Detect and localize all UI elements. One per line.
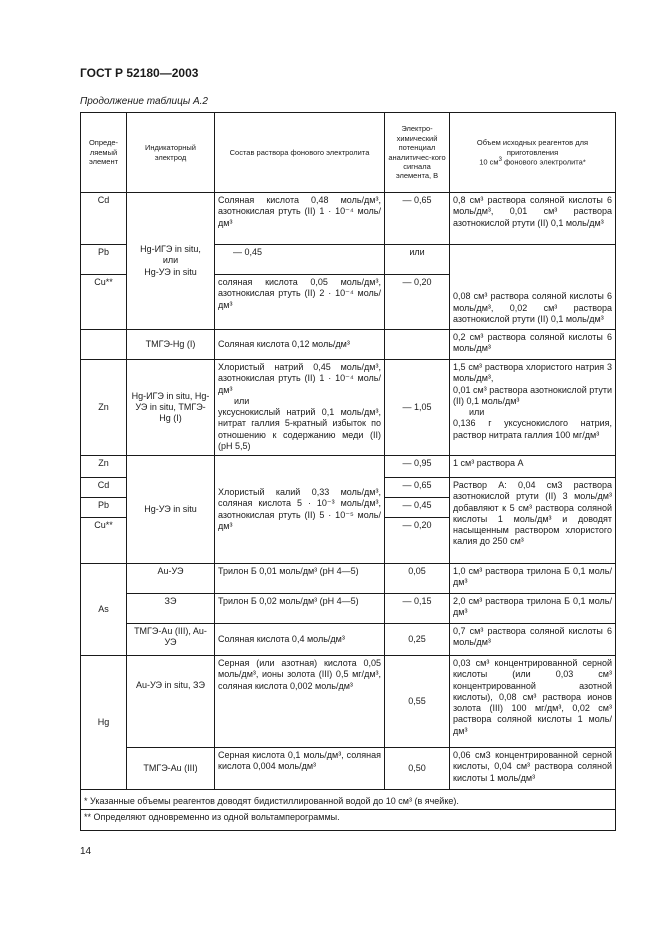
potential-cd: — 0,65	[385, 193, 450, 245]
electrode-line: Hg-УЭ in situ	[144, 266, 197, 277]
element-cd: Cd	[81, 193, 127, 245]
col-element-header: Опреде-ляемый элемент	[81, 113, 127, 193]
volume-as-1: 1,0 см³ раствора трилона Б 0,1 моль/дм³	[450, 564, 616, 594]
volume-solution-a: Раствор А: 0,04 см3 раствора азотнокислой ртути (II) 3 моль/дм³ добавляют к 5 см³ раствора соляной кислоты 1 моль/дм³ и доводят насыщенным раствором хлористого калия до 250 см³	[450, 478, 616, 564]
footnote-1: * Указанные объемы реагентов доводят бидистиллированной водой до 10 см³ (в ячейке).	[81, 790, 616, 810]
element-hg: Hg	[81, 656, 127, 790]
or-cell: или	[385, 245, 450, 275]
document-header: ГОСТ Р 52180—2003	[80, 66, 199, 80]
table-row	[81, 748, 616, 790]
element-pb: Pb	[81, 245, 127, 275]
element-as: As	[81, 564, 127, 656]
solution-hg-1: Серная (или азотная) кислота 0,05 моль/дм³, ионы золота (III) 0,5 мг/дм³, соляная кислота 0,002 моль/дм³	[215, 656, 385, 748]
element-cd2: Cd	[81, 478, 127, 498]
potential-empty	[385, 330, 450, 360]
electrode-or: или	[162, 255, 179, 266]
element-pb2: Pb	[81, 498, 127, 518]
solution-as-2: Трилон Б 0,02 моль/дм³ (pH 4—5)	[215, 594, 385, 624]
electrode-cell	[127, 193, 215, 330]
page-number: 14	[80, 846, 92, 857]
volume-hg-2: 0,06 см3 концентрированной серной кислоты, 0,04 см³ раствора соляной кислоты 1 моль/дм³	[450, 748, 616, 790]
volume-tmge: 0,2 см³ раствора соляной кислоты 6 моль/дм³	[450, 330, 616, 360]
electrode-hg-ue: Hg-УЭ in situ	[127, 456, 215, 564]
table-row	[81, 360, 616, 456]
col-solution-header: Состав раствора фонового электролита	[215, 113, 385, 193]
potential-pb2: — 0,45	[385, 498, 450, 518]
col-volume-line1: Объем исходных реагентов для приготовления	[476, 138, 589, 157]
potential-as-3: 0,25	[385, 624, 450, 656]
col-volume-header	[450, 113, 616, 193]
table-row	[81, 564, 616, 594]
volume-zn-or: или	[469, 407, 485, 417]
potential-as-2: — 0,15	[385, 594, 450, 624]
solution-as-3: Соляная кислота 0,4 моль/дм³	[215, 624, 385, 656]
volume-as-3: 0,7 см³ раствора соляной кислоты 6 моль/дм³	[450, 624, 616, 656]
solution-as-1: Трилон Б 0,01 моль/дм³ (pH 4—5)	[215, 564, 385, 594]
potential-cu2: — 0,20	[385, 518, 450, 564]
potential-pb-text: — 0,45	[215, 245, 385, 275]
solution-hg-2: Серная кислота 0,1 моль/дм³, соляная кислота 0,004 моль/дм³	[215, 748, 385, 790]
potential-hg-2: 0,50	[385, 748, 450, 790]
potential-zn2: — 0,95	[385, 456, 450, 478]
volume-zn-1: 1,5 см³ раствора хлористого натрия 3 моль/дм³,	[453, 362, 612, 384]
electrode-zn: Hg-ИГЭ in situ, Hg-УЭ in situ, ТМГЭ-Hg (I)	[127, 360, 215, 456]
col-electrode-header: Индикаторный электрод	[127, 113, 215, 193]
solution-cu: соляная кислота 0,05 моль/дм³, азотнокислая ртуть (II) 2 · 10⁻⁴ моль/дм³	[215, 275, 385, 330]
volume-as-2: 2,0 см³ раствора трилона Б 0,1 моль/дм³	[450, 594, 616, 624]
col-volume-rest: фонового электролита*	[501, 157, 586, 167]
solution-tmge: Соляная кислота 0,12 моль/дм³	[215, 330, 385, 360]
electrode-tmge: ТМГЭ-Hg (I)	[127, 330, 215, 360]
element-zn2: Zn	[81, 456, 127, 478]
potential-hg-1: 0,55	[385, 656, 450, 748]
element-cu2: Cu**	[81, 518, 127, 564]
col-potential-header: Электро-химический потенциал аналитичес-кого сигнала элемента, В	[385, 113, 450, 193]
electrode-au-ue: Au-УЭ	[127, 564, 215, 594]
volume-zn2: 1 см³ раствора А	[450, 456, 616, 478]
volume-zn-2: 0,01 см³ раствора азотнокислой ртути (II) 0,1 моль/дм³	[453, 384, 612, 406]
footnote-2: ** Определяют одновременно из одной вольтамперограммы.	[81, 810, 616, 830]
table-row	[81, 330, 616, 360]
solution-kcl: Хлористый калий 0,33 моль/дм³, соляная кислота 5 · 10⁻³ моль/дм³, азотнокислая ртуть (II) 5 · 10⁻⁵ моль/дм³	[215, 456, 385, 564]
reagents-table	[80, 112, 616, 831]
table-row	[81, 624, 616, 656]
volume-hg-1: 0,03 см³ концентрированной серной кислоты (или 0,03 см³ концентрированной азотной кислоты), 0,08 см³ раствора ионов золота (III) 100 мг/дм³, 0,02 см³ раствора соляной кислоты 1 моль/дм³	[450, 656, 616, 748]
solution-zn-2: уксуснокислый натрий 0,1 моль/дм³, нитрат галлия 5-кратный избыток по отношению к содержанию меди (II) (pH 5,5)	[218, 407, 381, 451]
footnote-row	[81, 790, 616, 810]
potential-cu: — 0,20	[385, 275, 450, 330]
footnote-row	[81, 810, 616, 830]
potential-cd2: — 0,65	[385, 478, 450, 498]
volume-zn-3: 0,136 г уксуснокислого натрия, раствор нитрата галлия 100 мг/дм³	[453, 418, 612, 440]
table-row	[81, 594, 616, 624]
table-row	[81, 456, 616, 478]
potential-as-1: 0,05	[385, 564, 450, 594]
electrode-hg-2: ТМГЭ-Au (III)	[127, 748, 215, 790]
table-row	[81, 193, 616, 245]
electrode-line: Hg-ИГЭ in situ,	[140, 244, 201, 255]
electrode-hg-1: Au-УЭ in situ, ЗЭ	[127, 656, 215, 748]
volume-cd: 0,8 см³ раствора соляной кислоты 6 моль/дм³, 0,01 см³ раствора азотнокислой ртути (II) 0,1 моль/дм³	[450, 193, 616, 245]
solution-zn-or: или	[234, 395, 250, 406]
table-header-row	[81, 113, 616, 193]
element-cu: Cu**	[81, 275, 127, 330]
element-empty	[81, 330, 127, 360]
table-caption: Продолжение таблицы А.2	[80, 96, 208, 107]
solution-zn-1: Хлористый натрий 0,45 моль/дм³, азотнокислая ртуть (II) 1 · 10⁻⁴ моль/дм³	[218, 362, 381, 395]
col-volume-sup: 3	[498, 156, 502, 163]
electrode-tmge-au: ТМГЭ-Au (III), Au-УЭ	[127, 624, 215, 656]
volume-cu: 0,08 см³ раствора соляной кислоты 6 моль/дм³, 0,02 см³ раствора азотнокислой ртути (II) 0,1 моль/дм³	[450, 245, 616, 330]
volume-zn	[450, 360, 616, 456]
element-zn: Zn	[81, 360, 127, 456]
col-volume-unit: 10 см	[479, 157, 499, 167]
solution-cd: Соляная кислота 0,48 моль/дм³, азотнокислая ртуть (II) 1 · 10⁻⁴ моль/дм³	[215, 193, 385, 245]
table-row	[81, 656, 616, 748]
electrode-ze: ЗЭ	[127, 594, 215, 624]
solution-zn	[215, 360, 385, 456]
potential-zn: — 1,05	[385, 360, 450, 456]
